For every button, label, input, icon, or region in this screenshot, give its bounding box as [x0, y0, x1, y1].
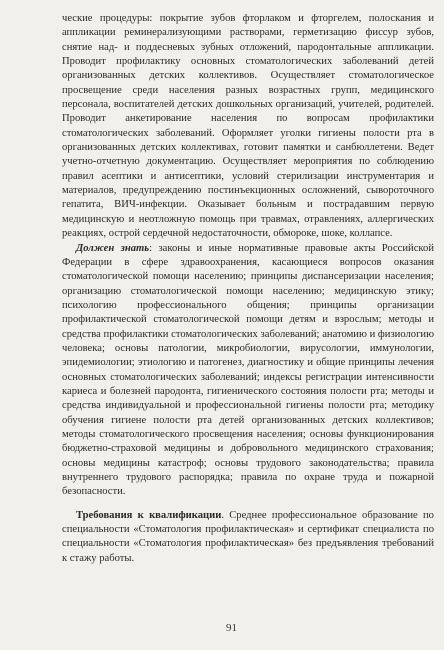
qualification-heading: Требования к квалификации: [76, 509, 222, 521]
must-know-text: : законы и иные нормативные правовые акты Российской Федерации в сфере здравоохранения, касающиеся вопросов оказания стоматологической помощи населению; принципы диспансеризации населения; организацию стоматологической помощи населению; медицинскую этику; психологию профессионального общения; принципы организации профилактической стоматологической помощи детям и взрослым; методы и средства профилактики стоматологических заболеваний; анатомию и физиологию человека; основы патологии, микробиологии, вирусологии, иммунологии, эпидемиологии; этиологию и патогенез, диагностику и общие принципы лечения основных стоматологических заболеваний; индексы регистрации интенсивности кариеса и болезней пародонта, гигиенического состояния полости рта; методы и средства индивидуальной и профессиональной гигиены полости рта; методику обучения гигиене полости рта детей организованных детских коллективов; методы стоматологического просвещения населения; основы функционирования бюджетно-страховой медицины и добровольного медицинского страхования; основы медицины катастроф; основы трудового законодательства; правила внутреннего трудового распорядка; правила по охране труда и пожарной безопасности.: [62, 242, 434, 498]
page-number: 91: [226, 622, 237, 634]
paragraph-duties-continued: ческие процедуры: покрытие зубов фторлаком и фторгелем, полоскания и аппликации реминерализующими растворами, герметизацию фиссур зубов, снятие над- и поддесневых зубных отложений, пародонтальные аппликации. Проводит профилактику основных стоматологических заболеваний детей организованных детских коллективов. Осуществляет стоматологическое просвещение среди населения разных возрастных групп, медицинского персонала, воспитателей детских дошкольных организаций, учителей, родителей. Проводит анкетирование населения по вопросам профилактики стоматологических заболеваний. Оформляет уголки гигиены полости рта в организованных детских коллективах, готовит памятки и санбюллетени. Ведет учетно-отчетную документацию. Осуществляет мероприятия по соблюдению правил асептики и антисептики, условий стерилизации инструментария и материалов, предупреждению постинъекционных осложнений, сывороточного гепатита, ВИЧ-инфекции. Оказывает больным и пострадавшим первую медицинскую и неотложную помощь при травмах, отравлениях, аллергических реакциях, острой сердечной недостаточности, обмороке, шоке, коллапсе.: [62, 13, 434, 240]
must-know-heading: Должен знать: [76, 242, 150, 254]
body-text: [62, 12, 434, 566]
paragraph-must-know: [62, 242, 434, 500]
paragraph-qualification: [62, 509, 434, 566]
qualification-text: . Среднее профессиональное образование по специальности «Стоматология профилактическая» и сертификат специалиста по специальности «Стоматология профилактическая» без предъявления требований к стажу работы.: [62, 509, 434, 564]
